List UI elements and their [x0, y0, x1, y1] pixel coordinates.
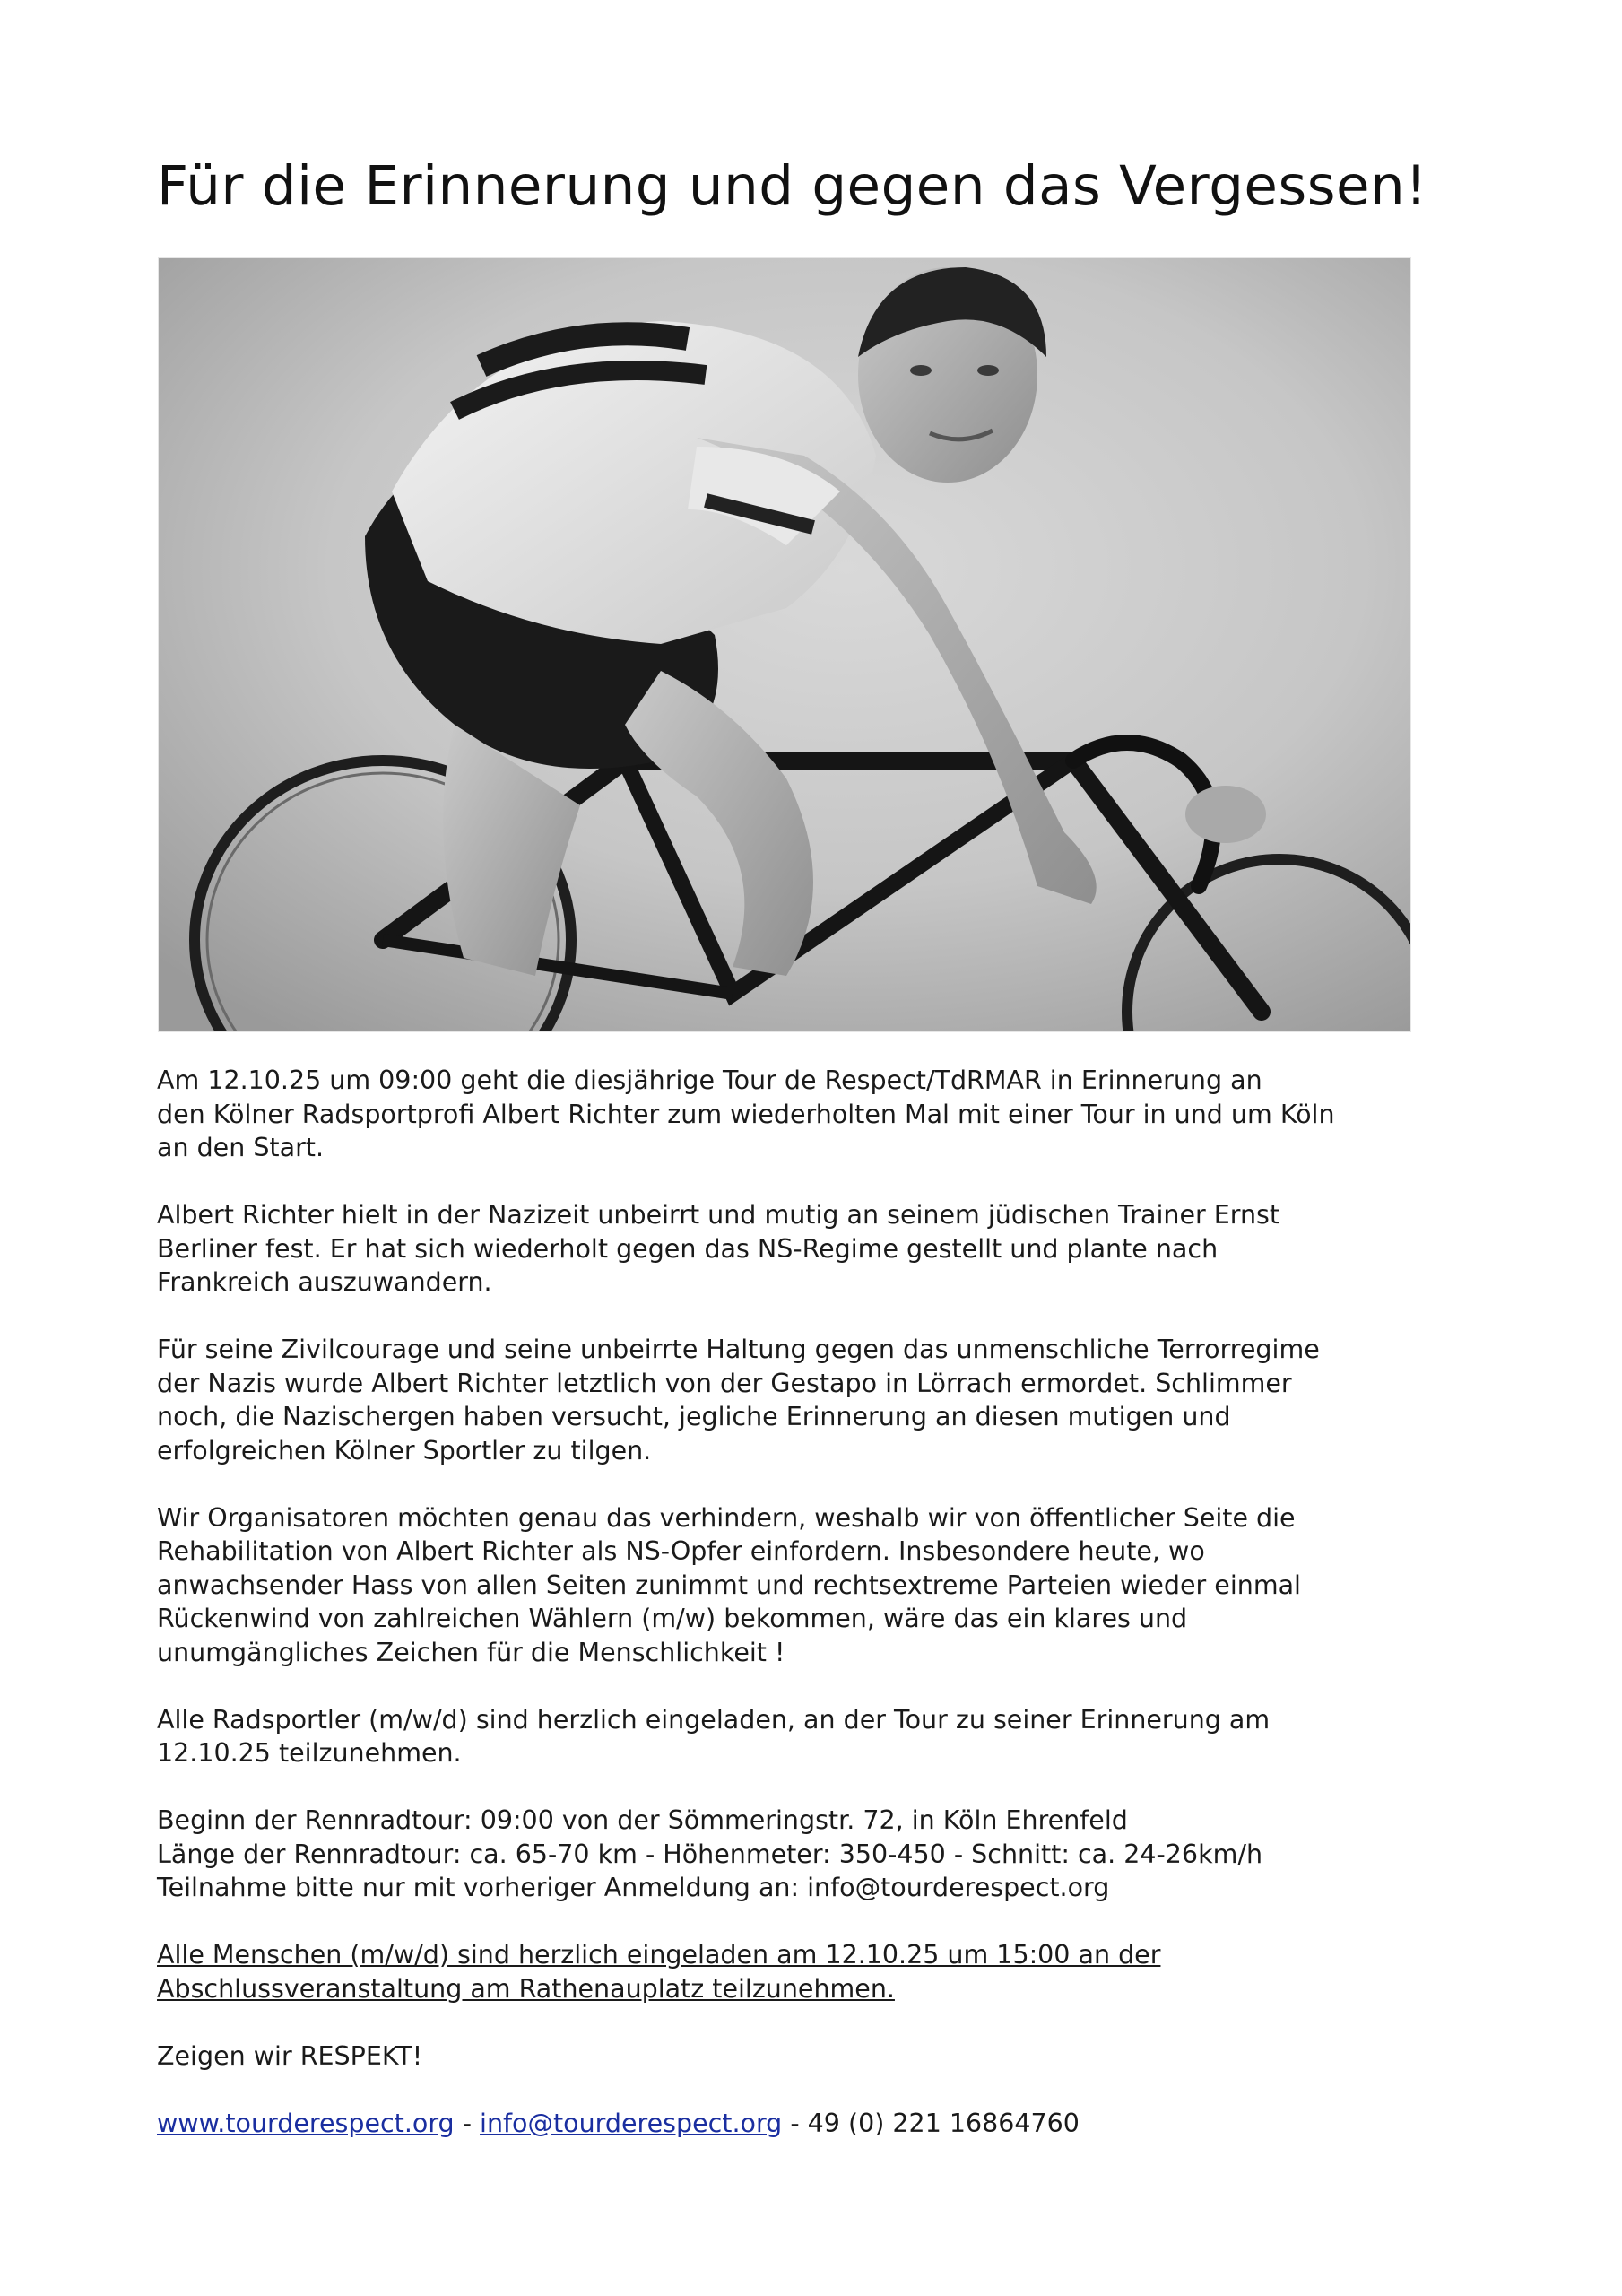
- text-line: Rehabilitation von Albert Richter als NS-Opfer einfordern. Insbesondere heute, wo: [157, 1536, 1205, 1566]
- paragraph-zivilcourage: [157, 1333, 1466, 1467]
- paragraph-intro: [157, 1064, 1466, 1165]
- text-line: Alle Menschen (m/w/d) sind herzlich eingeladen am 12.10.25 um 15:00 an der: [157, 1940, 1161, 1970]
- paragraph-organisatoren: [157, 1501, 1466, 1670]
- body-text: [157, 1064, 1466, 2174]
- text-line: Alle Radsportler (m/w/d) sind herzlich eingeladen, an der Tour zu seiner Erinnerung am: [157, 1704, 1271, 1735]
- text-line: Am 12.10.25 um 09:00 geht die diesjährige Tour de Respect/TdRMAR in Erinnerung an: [157, 1065, 1262, 1095]
- text-line: Rückenwind von zahlreichen Wählern (m/w) bekommen, wäre das ein klares und: [157, 1604, 1188, 1633]
- text-line: Albert Richter hielt in der Nazizeit unbeirrt und mutig an seinem jüdischen Trainer Ernst: [157, 1200, 1280, 1230]
- paragraph-trainer: [157, 1198, 1466, 1300]
- text-line: Frankreich auszuwandern.: [157, 1267, 492, 1297]
- paragraph-einladung: [157, 1703, 1466, 1770]
- contact-footer: [157, 2107, 1466, 2141]
- text-line: Für seine Zivilcourage und seine unbeirrte Haltung gegen das unmenschliche Terrorregime: [157, 1335, 1320, 1364]
- text-line: Beginn der Rennradtour: 09:00 von der Sömmeringstr. 72, in Köln Ehrenfeld: [157, 1805, 1128, 1835]
- text-line: der Nazis wurde Albert Richter letztlich von der Gestapo in Lörrach ermordet. Schlimmer: [157, 1368, 1292, 1398]
- text-line: unumgängliches Zeichen für die Menschlichkeit !: [157, 1637, 785, 1667]
- cyclist-photo: [159, 258, 1410, 1031]
- paragraph-respekt: [157, 2039, 1466, 2074]
- text-line: Teilnahme bitte nur mit vorheriger Anmeldung an: info@tourderespect.org: [157, 1873, 1110, 1902]
- page-title: Für die Erinnerung und gegen das Vergessen!: [157, 154, 1428, 218]
- phone-number: - 49 (0) 221 16864760: [782, 2108, 1080, 2138]
- text-line: Zeigen wir RESPEKT!: [157, 2040, 423, 2071]
- text-line: erfolgreichen Kölner Sportler zu tilgen.: [157, 1435, 652, 1465]
- text-line: Berliner fest. Er hat sich wiederholt gegen das NS-Regime gestellt und plante nach: [157, 1233, 1219, 1264]
- text-line: 12.10.25 teilzunehmen.: [157, 1738, 462, 1768]
- text-line: Wir Organisatoren möchten genau das verhindern, weshalb wir von öffentlicher Seite die: [157, 1502, 1296, 1533]
- text-line: noch, die Nazischergen haben versucht, jegliche Erinnerung an diesen mutigen und: [157, 1402, 1231, 1431]
- text-line: anwachsender Hass von allen Seiten zunimmt und rechtsextreme Parteien wieder einmal: [157, 1570, 1301, 1600]
- website-link[interactable]: www.tourderespect.org: [157, 2108, 455, 2138]
- footer-separator: -: [454, 2108, 481, 2138]
- paragraph-tour-details: [157, 1804, 1466, 1905]
- cyclist-photo-icon: [159, 258, 1410, 1031]
- text-line: an den Start.: [157, 1133, 325, 1162]
- paragraph-abschluss: [157, 1938, 1466, 2005]
- text-line: Abschlussveranstaltung am Rathenauplatz teilzunehmen.: [157, 1973, 895, 2004]
- text-line: Länge der Rennradtour: ca. 65-70 km - Höhenmeter: 350-450 - Schnitt: ca. 24-26km/h: [157, 1839, 1263, 1869]
- email-link[interactable]: info@tourderespect.org: [480, 2108, 783, 2138]
- text-line: den Kölner Radsportprofi Albert Richter zum wiederholten Mal mit einer Tour in und um Köln: [157, 1099, 1335, 1129]
